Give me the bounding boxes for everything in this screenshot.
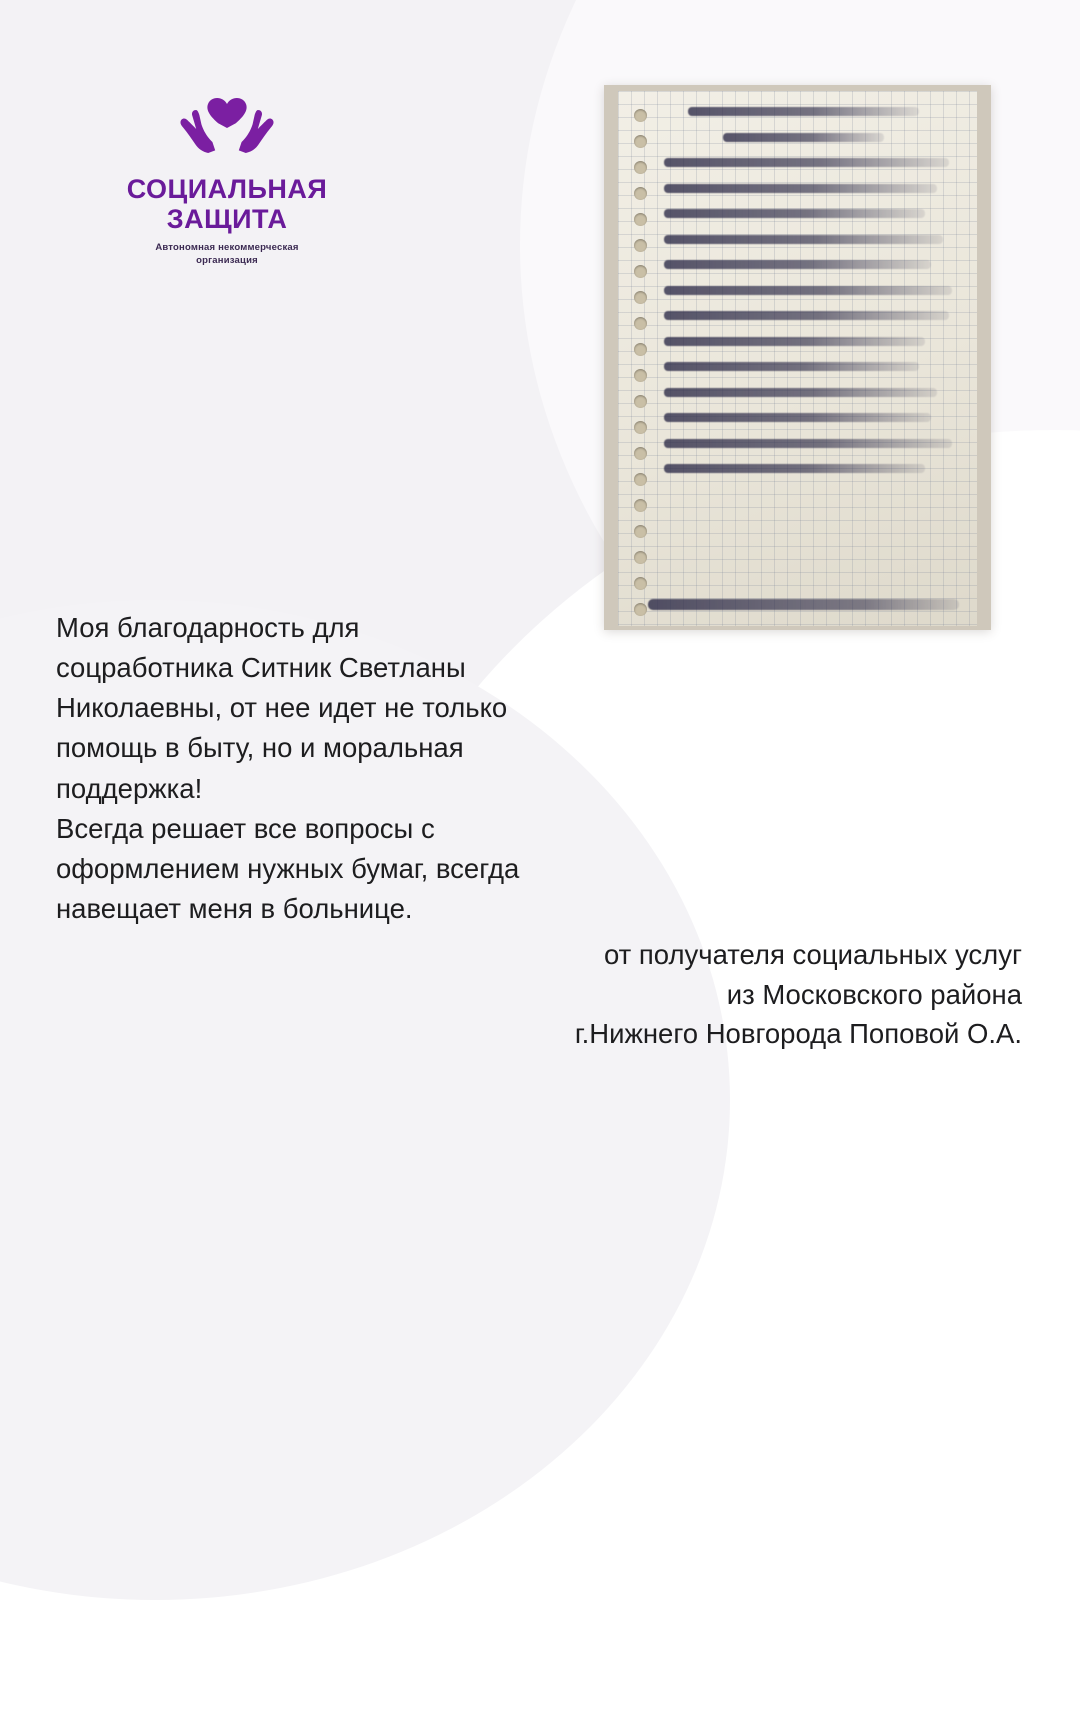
letter-title-text bbox=[618, 91, 619, 92]
testimonial-quote bbox=[56, 608, 656, 929]
handwritten-letter-photo bbox=[604, 85, 991, 630]
logo-subtitle-line2: организация bbox=[196, 255, 258, 267]
handwritten-text-block bbox=[664, 107, 961, 490]
quote-line-8: навещает меня в больнице. bbox=[56, 892, 413, 924]
attribution-line-3: г.Нижнего Новгорода Поповой О.А. bbox=[574, 1018, 1022, 1050]
spiral-binding-holes bbox=[634, 109, 650, 610]
quote-line-4: помощь в быту, но и моральная bbox=[56, 732, 464, 764]
attribution-line-1: от получателя социальных услуг bbox=[603, 939, 1022, 971]
letter-signature-text bbox=[618, 91, 619, 92]
logo-title-line1: СОЦИАЛЬНАЯ bbox=[126, 174, 328, 204]
quote-line-5: поддержка! bbox=[56, 772, 203, 804]
letter-body-text bbox=[618, 91, 619, 92]
hands-heart-icon bbox=[172, 92, 282, 166]
organization-logo bbox=[92, 92, 362, 268]
logo-title-line2: ЗАЩИТА bbox=[166, 204, 288, 235]
quote-attribution bbox=[282, 935, 1022, 1054]
letter-subtitle-text bbox=[618, 91, 619, 92]
logo-subtitle-line1: Автономная некоммерческая bbox=[155, 242, 299, 254]
quote-line-2: соцработника Ситник Светланы bbox=[56, 652, 466, 684]
quote-line-3: Николаевны, от нее идет не только bbox=[56, 692, 508, 724]
letter-paper bbox=[618, 91, 977, 626]
quote-line-1: Моя благодарность для bbox=[56, 612, 360, 643]
attribution-line-2: из Московского района bbox=[726, 978, 1022, 1010]
quote-line-6: Всегда решает все вопросы с bbox=[56, 812, 435, 844]
quote-line-7: оформлением нужных бумаг, всегда bbox=[56, 852, 520, 884]
handwritten-signature-line bbox=[648, 599, 959, 610]
